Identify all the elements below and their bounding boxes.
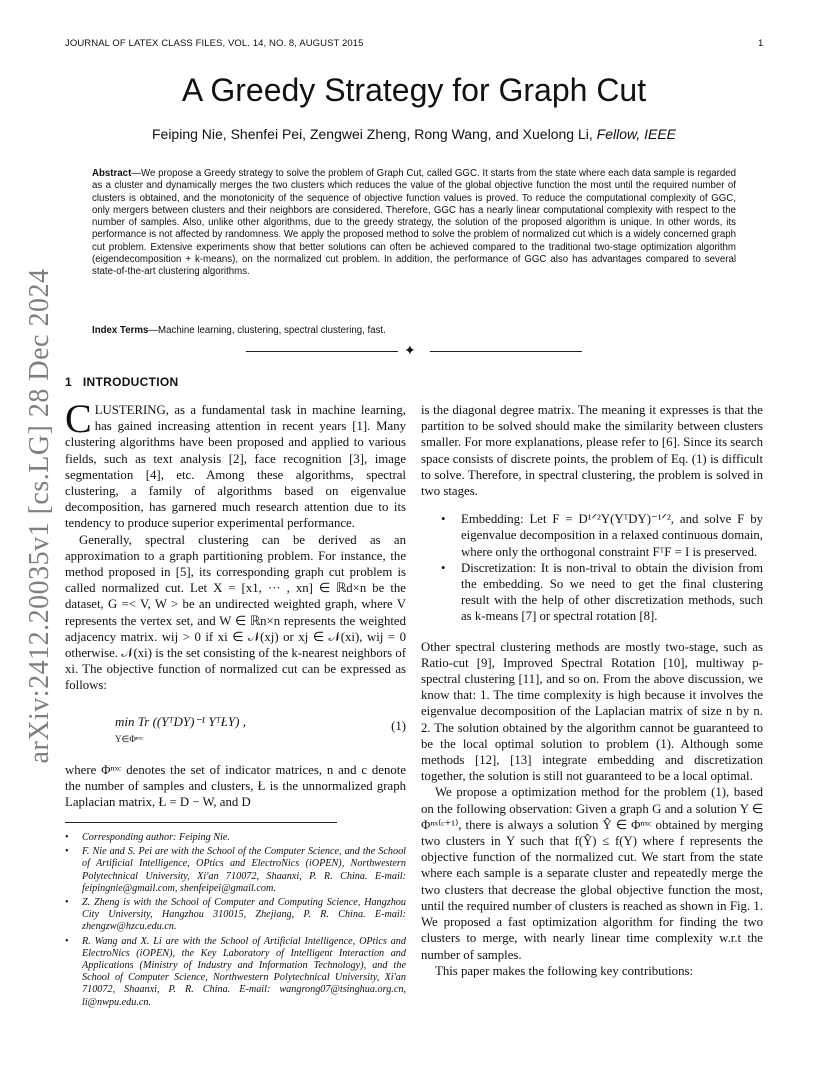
index-terms-text: —Machine learning, clustering, spectral clustering, fast. (148, 325, 386, 336)
abstract-text: —We propose a Greedy strategy to solve the problem of Graph Cut, called GGC. It starts from the state where each data sample is regarded as a cluster and dynamically merges the two clusters which reduces the value of the global objective function the most until the required number of clusters is obtained, and the monotonicity of the sequence of objective function values is proved. To reduce the computational complexity of GGC, only mergers between clusters and their neighbors are considered. Therefore, GGC has a nearly linear computational complexity with respect to the number of samples. Also, unlike other algorithms, due to the greedy strategy, the solution of the proposed algorithm is unique. In other words, its performance is not affected by randomness. We apply the proposed method to solve the problem of normalized cut which is a widely concerned graph cut problem. Extensive experiments show that better solutions can often be achieved compared to the traditional two-stage optimization algorithm (eigendecomposition + k-means), on the normalized cut problem. In addition, the performance of GGC also has advantages compared to several state-of-the-art clustering algorithms. (92, 168, 736, 278)
equation-subscript: Y∈Φⁿˣᶜ (115, 733, 144, 744)
abstract-label: Abstract (92, 168, 132, 179)
right-paragraph-3: We propose a optimization method for the problem (1), based on the following observation: Given a graph G and a solution Y ∈ Φⁿˣ⁽ᶜ⁺¹⁾, there is always a solution Ŷ ∈ Φⁿˣᶜ obtained by merging two clusters in Y such that f(Ŷ) ≤ f(Y) where f represents the objective function of the normalized cut. We start from the state where each sample is a separate cluster and repeatedly merge the two clusters that decrease the global objective function the most, until the required number of clusters is reached as shown in Fig. 1. We proposed a fast optimization algorithm for finding the two clusters to merge, with nearly linear time complexity w.r.t the number of samples. (421, 785, 763, 962)
separator-rule-right (430, 351, 582, 352)
right-column (421, 402, 763, 979)
section-heading (65, 375, 178, 389)
page-number: 1 (758, 38, 764, 49)
equation-body (115, 714, 246, 747)
footnote-item: • Z. Zheng is with the School of Computer and Computing Science, Hangzhou City University, Hangzhou 310015, Zhejiang, P. R. China. E-mail: zhengzw@hzcu.edu.cn. (65, 897, 406, 934)
list-item-discretization: • Discretization: It is non-trival to obtain the division from the embedding. So we need to get the final clustering result with the help of other discretization methods, such as k-means [7] or spectral rotation [8]. (421, 560, 763, 625)
paper-title: A Greedy Strategy for Graph Cut (181, 72, 647, 108)
footnote-item: • Corresponding author: Feiping Nie. (65, 832, 406, 844)
separator-ornament: ✦ (404, 343, 416, 359)
abstract (92, 168, 736, 279)
footnote-item: • F. Nie and S. Pei are with the School of the Computer Science, and the School of Artificial Intelligence, OPtics and ElectroNics (iOPEN), Northwestern Polytechnical University, Xi'an 710072, Shaanxi, P. R. China. E-mail: feipingnie@gmail.com, shenfeipei@gmail.com. (65, 846, 406, 895)
index-terms-label: Index Terms (92, 325, 149, 336)
intro-paragraph-1-text: , as a fundamental task in machine learning, has gained increasing attention in recent years [1]. Many clustering algorithms have been proposed and applied to various fields, such as text analysis [2], face recognition [3], image segmentation [4], etc. Among these algorithms, spectral clustering, a family of algorithms based on eigenvalue decomposition, has garnered much research attention due to its tendency to produce superior experimental performance. (65, 403, 406, 531)
arxiv-identifier-stamp: arXiv:2412.20035v1 [cs.LG] 28 Dec 2024 (24, 268, 55, 764)
author-names: Feiping Nie, Shenfei Pei, Zengwei Zheng, Rong Wang, and Xuelong Li, (151, 126, 593, 142)
list-item-embedding: • Embedding: Let F = D¹ᐟ²Y(YᵀDY)⁻¹ᐟ², and solve F by eigenvalue decomposition in a relaxed continuous domain, where only the orthogonal constraint FᵀF = I is preserved. (421, 511, 763, 560)
footnote-rule (65, 822, 337, 823)
intro-paragraph-3: where Φⁿˣᶜ denotes the set of indicator matrices, n and c denote the number of samples and clusters, Ł is the unnormalized graph Laplacian matrix, Ł = D − W, and D (65, 762, 406, 810)
dropcap-letter: C (65, 396, 92, 441)
equation-expression: min Tr ((YᵀDY)⁻¹ YᵀŁY) , (115, 713, 246, 729)
dropcap-lead-word: LUSTERING (94, 403, 166, 417)
section-number: 1 (65, 375, 72, 389)
right-paragraph-1: is the diagonal degree matrix. The meaning it expresses is that the partition to be solved should make the similarity between clusters smaller. For more explanations, please refer to [6]. Since its search space consists of discrete points, the problem of Eq. (1) is difficult to solve. Therefore, in spectral clustering, the problem is solved in two stages. (421, 403, 763, 499)
intro-paragraph-1 (65, 396, 406, 532)
author-footnotes (65, 832, 406, 1011)
separator-rule-left (246, 351, 398, 352)
running-header: JOURNAL OF LATEX CLASS FILES, VOL. 14, NO. 8, AUGUST 2015 (65, 38, 364, 49)
equation-1 (65, 708, 406, 748)
author-fellow-title: Fellow, IEEE (596, 126, 677, 142)
intro-paragraph-2: Generally, spectral clustering can be derived as an approximation to a graph partitioning problem. For instance, the method proposed in [5], its corresponding graph cut problem is called normalized cut. Let X = [x1, ··· , xn] ∈ ℝd×n be the dataset, G =< V, W > be an undirected weighted graph, where V represents the vertex set, and W ∈ ℝn×n represents the weighted adjacency matrix. wij > 0 if xi ∈ 𝒩(xj) or xj ∈ 𝒩(xi), wij = 0 otherwise. 𝒩(xi) is the set consisting of the k-nearest neighbors of xi. The objective function of normalized cut can be expressed as follows: (65, 532, 406, 693)
left-column (65, 396, 406, 810)
index-terms (92, 325, 736, 336)
equation-number: (1) (391, 718, 406, 733)
two-stage-list (421, 511, 763, 624)
right-paragraph-2: Other spectral clustering methods are mostly two-stage, such as Ratio-cut [9], Improved Spectral Rotation [10], multiway p-spectral clustering [11], and so on. From the above discussion, we know that: 1. The time complexity is high because it involves the eigenvalue decomposition of the Laplacian matrix of size n by n. 2. The solution obtained by the algorithm cannot be guaranteed to be the local optimal solution to problem (1). Although some methods [12], [13] integrate embedding and discretization together, the solution is still not guaranteed to be a local optimal. (421, 639, 763, 784)
author-list (0, 126, 828, 142)
footnote-item: • R. Wang and X. Li are with the School of Artificial Intelligence, OPtics and ElectroNics (iOPEN), the Key Laboratory of Intelligent Interaction and Applications (Ministry of Industry and Information Technology), and the School of Computer Science, Northwestern Polytechnical University, Xi'an 710072, Shaanxi, P. R. China. E-mail: wangrong07@tsinghua.org.cn, li@nwpu.edu.cn. (65, 936, 406, 1009)
section-title: INTRODUCTION (82, 375, 179, 389)
right-paragraph-4: This paper makes the following key contributions: (435, 963, 694, 978)
